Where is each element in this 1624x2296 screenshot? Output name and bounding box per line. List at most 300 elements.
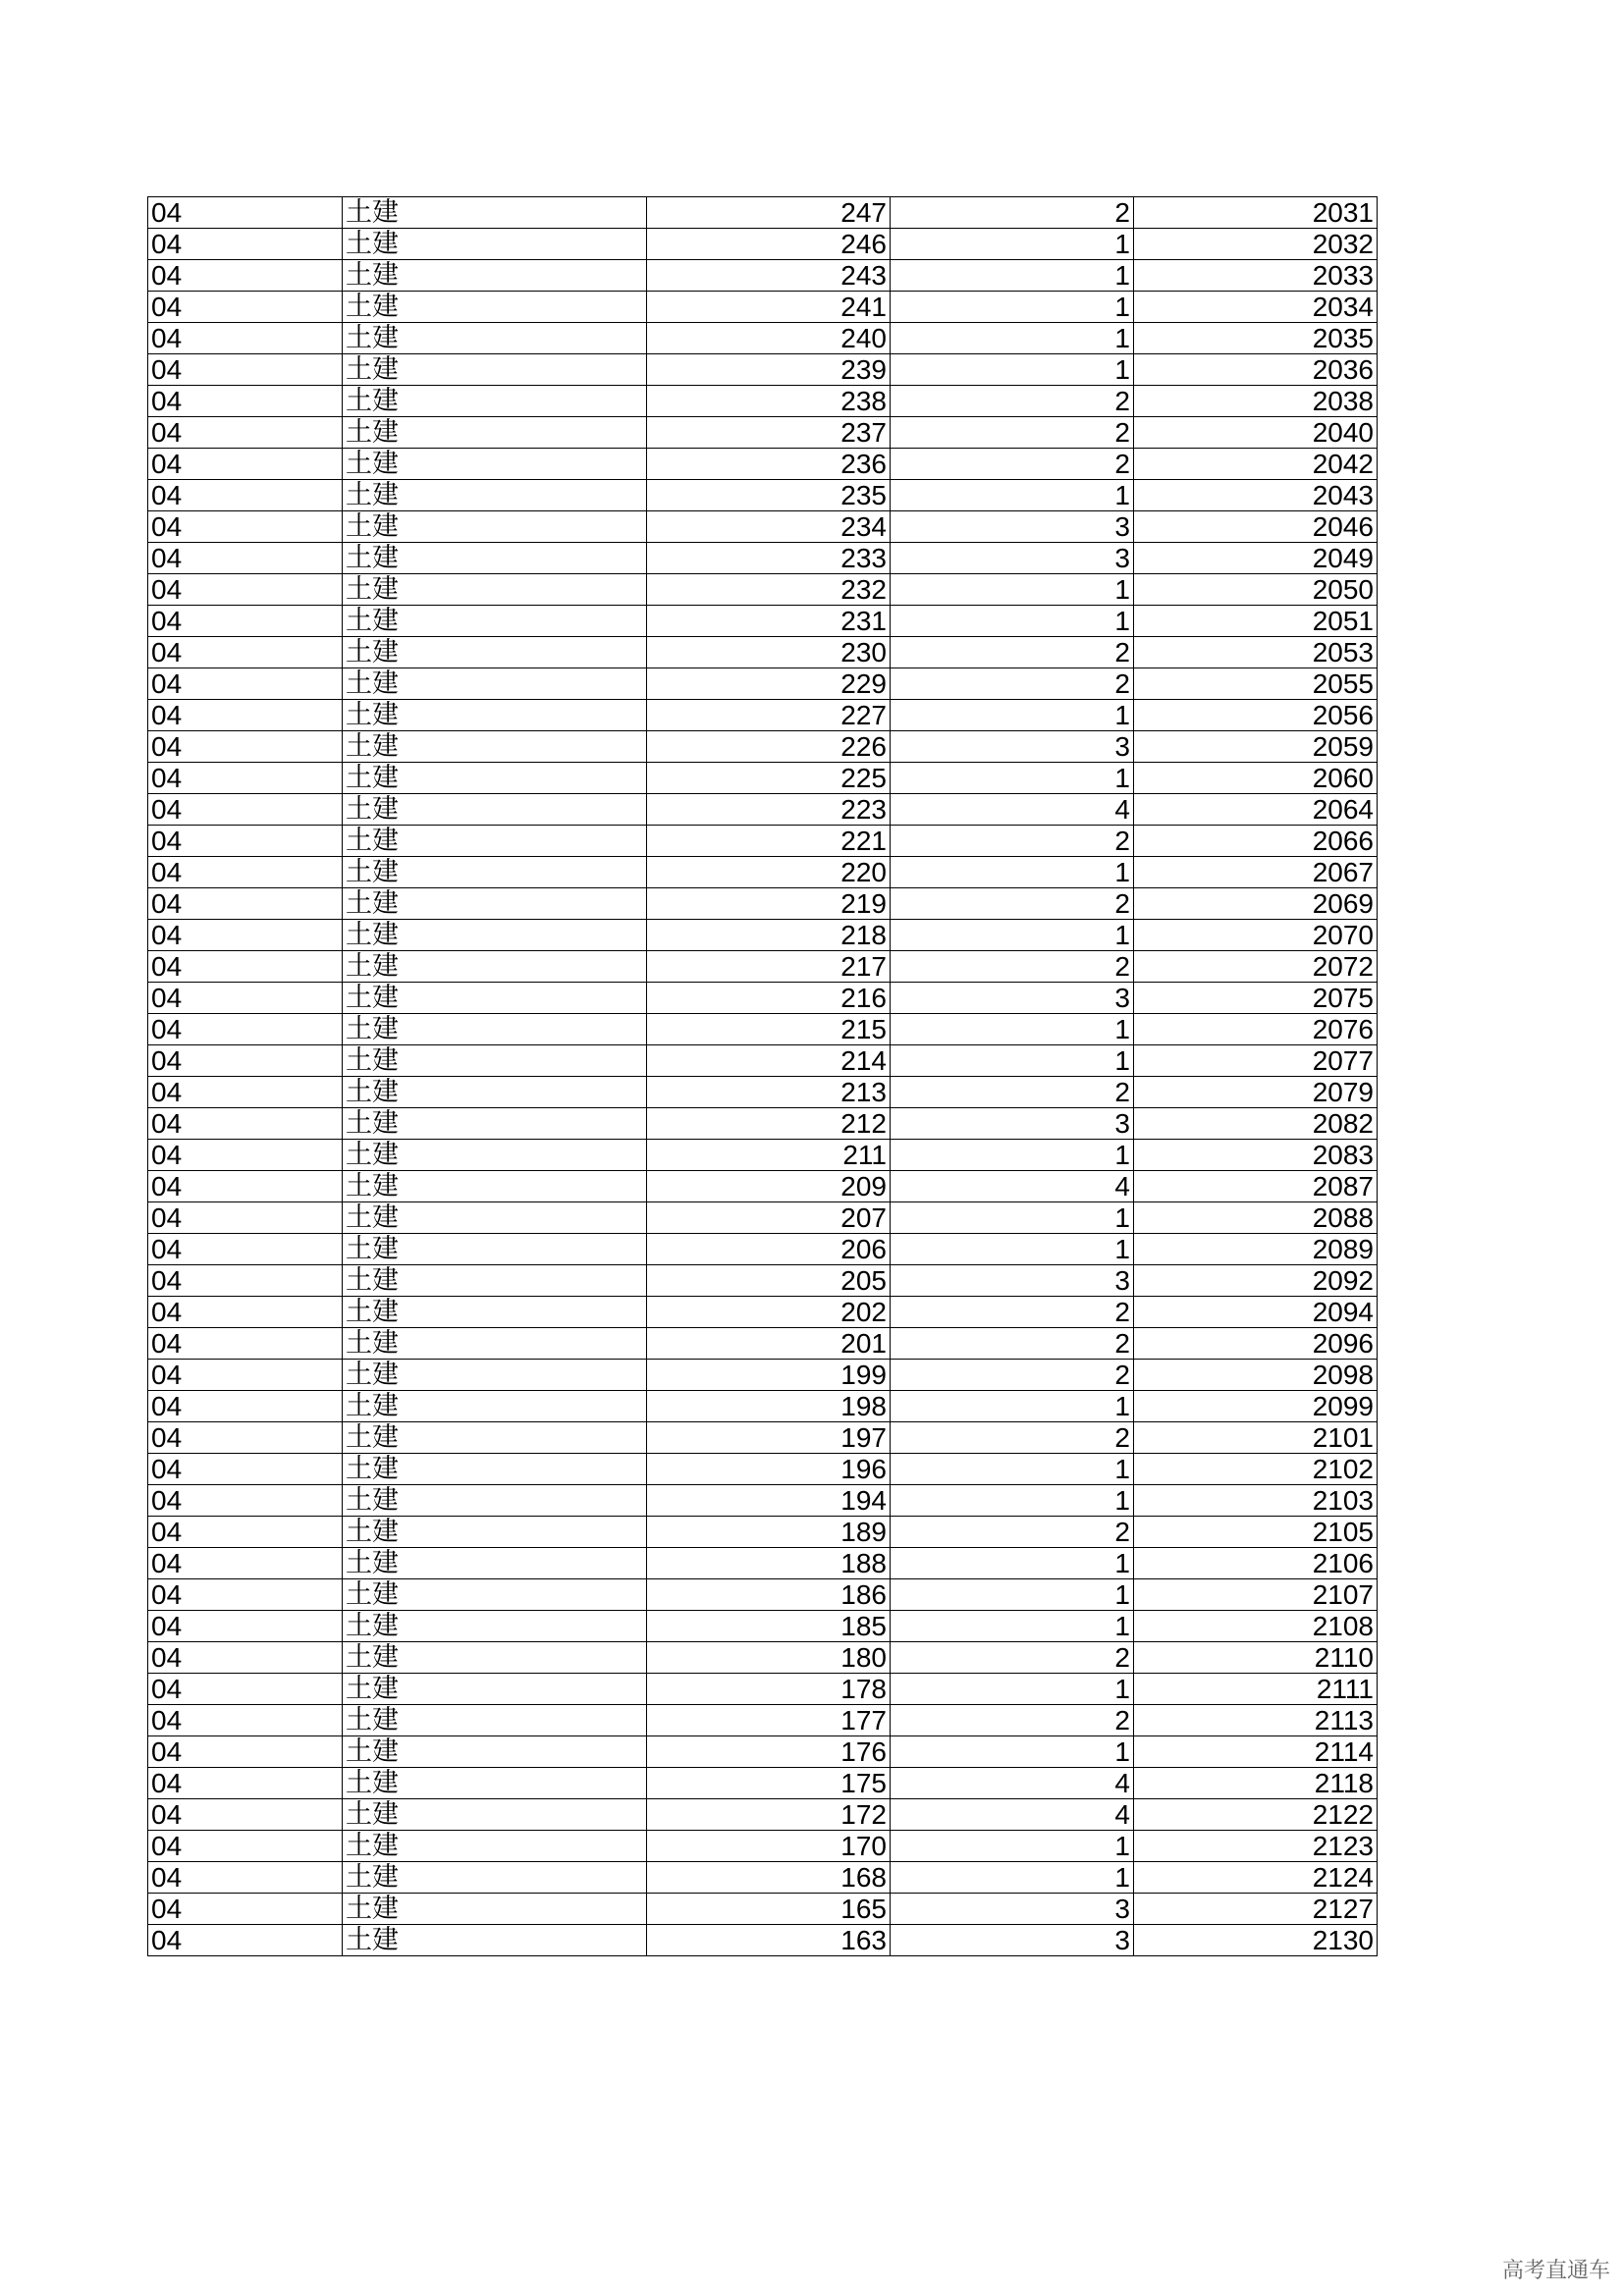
cumulative-cell: 2035 xyxy=(1134,323,1378,354)
code-cell: 04 xyxy=(148,260,343,292)
score-cell: 234 xyxy=(647,511,891,543)
code-cell: 04 xyxy=(148,1705,343,1736)
category-cell: 土建 xyxy=(343,826,647,857)
count-cell: 1 xyxy=(891,920,1134,951)
code-cell: 04 xyxy=(148,1391,343,1422)
score-cell: 198 xyxy=(647,1391,891,1422)
category-cell: 土建 xyxy=(343,1579,647,1611)
category-cell: 土建 xyxy=(343,229,647,260)
count-cell: 1 xyxy=(891,260,1134,292)
count-cell: 2 xyxy=(891,1297,1134,1328)
table-row xyxy=(148,292,1378,323)
code-cell: 04 xyxy=(148,449,343,480)
category-cell: 土建 xyxy=(343,1485,647,1517)
category-cell: 土建 xyxy=(343,1705,647,1736)
score-cell: 196 xyxy=(647,1454,891,1485)
cumulative-cell: 2101 xyxy=(1134,1422,1378,1454)
cumulative-cell: 2046 xyxy=(1134,511,1378,543)
category-cell: 土建 xyxy=(343,1611,647,1642)
code-cell: 04 xyxy=(148,1894,343,1925)
category-cell: 土建 xyxy=(343,1517,647,1548)
score-cell: 236 xyxy=(647,449,891,480)
category-cell: 土建 xyxy=(343,1548,647,1579)
code-cell: 04 xyxy=(148,1548,343,1579)
count-cell: 1 xyxy=(891,1831,1134,1862)
score-cell: 178 xyxy=(647,1674,891,1705)
category-cell: 土建 xyxy=(343,1077,647,1108)
count-cell: 1 xyxy=(891,700,1134,731)
code-cell: 04 xyxy=(148,417,343,449)
count-cell: 1 xyxy=(891,574,1134,606)
cumulative-cell: 2099 xyxy=(1134,1391,1378,1422)
cumulative-cell: 2087 xyxy=(1134,1171,1378,1202)
category-cell: 土建 xyxy=(343,1831,647,1862)
cumulative-cell: 2083 xyxy=(1134,1140,1378,1171)
category-cell: 土建 xyxy=(343,197,647,229)
table-row xyxy=(148,1014,1378,1045)
table-row xyxy=(148,1454,1378,1485)
code-cell: 04 xyxy=(148,826,343,857)
category-cell: 土建 xyxy=(343,637,647,668)
code-cell: 04 xyxy=(148,323,343,354)
score-cell: 172 xyxy=(647,1799,891,1831)
code-cell: 04 xyxy=(148,1768,343,1799)
count-cell: 1 xyxy=(891,857,1134,888)
cumulative-cell: 2038 xyxy=(1134,386,1378,417)
cumulative-cell: 2059 xyxy=(1134,731,1378,763)
category-cell: 土建 xyxy=(343,1328,647,1360)
category-cell: 土建 xyxy=(343,323,647,354)
code-cell: 04 xyxy=(148,1454,343,1485)
count-cell: 1 xyxy=(891,1045,1134,1077)
code-cell: 04 xyxy=(148,1517,343,1548)
category-cell: 土建 xyxy=(343,543,647,574)
category-cell: 土建 xyxy=(343,292,647,323)
category-cell: 土建 xyxy=(343,480,647,511)
category-cell: 土建 xyxy=(343,794,647,826)
table-row xyxy=(148,763,1378,794)
table-row xyxy=(148,1705,1378,1736)
score-cell: 229 xyxy=(647,668,891,700)
score-cell: 194 xyxy=(647,1485,891,1517)
cumulative-cell: 2051 xyxy=(1134,606,1378,637)
count-cell: 2 xyxy=(891,1328,1134,1360)
cumulative-cell: 2042 xyxy=(1134,449,1378,480)
count-cell: 1 xyxy=(891,1014,1134,1045)
count-cell: 2 xyxy=(891,888,1134,920)
code-cell: 04 xyxy=(148,606,343,637)
table-row xyxy=(148,449,1378,480)
score-cell: 215 xyxy=(647,1014,891,1045)
category-cell: 土建 xyxy=(343,1234,647,1265)
code-cell: 04 xyxy=(148,1360,343,1391)
table-row xyxy=(148,386,1378,417)
count-cell: 1 xyxy=(891,1579,1134,1611)
table-row xyxy=(148,1894,1378,1925)
code-cell: 04 xyxy=(148,1862,343,1894)
cumulative-cell: 2072 xyxy=(1134,951,1378,983)
count-cell: 3 xyxy=(891,983,1134,1014)
cumulative-cell: 2049 xyxy=(1134,543,1378,574)
cumulative-cell: 2036 xyxy=(1134,354,1378,386)
count-cell: 2 xyxy=(891,637,1134,668)
code-cell: 04 xyxy=(148,1736,343,1768)
score-cell: 238 xyxy=(647,386,891,417)
category-cell: 土建 xyxy=(343,857,647,888)
score-cell: 170 xyxy=(647,1831,891,1862)
table-row xyxy=(148,260,1378,292)
cumulative-cell: 2113 xyxy=(1134,1705,1378,1736)
score-cell: 212 xyxy=(647,1108,891,1140)
count-cell: 2 xyxy=(891,197,1134,229)
count-cell: 1 xyxy=(891,292,1134,323)
score-cell: 197 xyxy=(647,1422,891,1454)
table-row xyxy=(148,1799,1378,1831)
cumulative-cell: 2096 xyxy=(1134,1328,1378,1360)
count-cell: 2 xyxy=(891,417,1134,449)
code-cell: 04 xyxy=(148,1171,343,1202)
code-cell: 04 xyxy=(148,1925,343,1956)
count-cell: 3 xyxy=(891,1894,1134,1925)
table-row xyxy=(148,1548,1378,1579)
score-cell: 230 xyxy=(647,637,891,668)
table-row xyxy=(148,1862,1378,1894)
category-cell: 土建 xyxy=(343,260,647,292)
table-row xyxy=(148,1140,1378,1171)
code-cell: 04 xyxy=(148,1140,343,1171)
table-row xyxy=(148,417,1378,449)
score-cell: 225 xyxy=(647,763,891,794)
score-cell: 165 xyxy=(647,1894,891,1925)
count-cell: 2 xyxy=(891,826,1134,857)
cumulative-cell: 2130 xyxy=(1134,1925,1378,1956)
count-cell: 1 xyxy=(891,1202,1134,1234)
code-cell: 04 xyxy=(148,731,343,763)
cumulative-cell: 2053 xyxy=(1134,637,1378,668)
cumulative-cell: 2066 xyxy=(1134,826,1378,857)
code-cell: 04 xyxy=(148,1422,343,1454)
score-cell: 227 xyxy=(647,700,891,731)
category-cell: 土建 xyxy=(343,1202,647,1234)
count-cell: 3 xyxy=(891,1265,1134,1297)
score-cell: 201 xyxy=(647,1328,891,1360)
table-row xyxy=(148,1045,1378,1077)
cumulative-cell: 2070 xyxy=(1134,920,1378,951)
code-cell: 04 xyxy=(148,229,343,260)
score-cell: 206 xyxy=(647,1234,891,1265)
category-cell: 土建 xyxy=(343,1768,647,1799)
table-row xyxy=(148,543,1378,574)
code-cell: 04 xyxy=(148,292,343,323)
cumulative-cell: 2122 xyxy=(1134,1799,1378,1831)
cumulative-cell: 2033 xyxy=(1134,260,1378,292)
score-cell: 246 xyxy=(647,229,891,260)
count-cell: 1 xyxy=(891,1234,1134,1265)
code-cell: 04 xyxy=(148,1297,343,1328)
count-cell: 4 xyxy=(891,1768,1134,1799)
score-cell: 211 xyxy=(647,1140,891,1171)
count-cell: 2 xyxy=(891,1705,1134,1736)
count-cell: 3 xyxy=(891,1925,1134,1956)
code-cell: 04 xyxy=(148,1045,343,1077)
category-cell: 土建 xyxy=(343,1108,647,1140)
table-row xyxy=(148,983,1378,1014)
cumulative-cell: 2123 xyxy=(1134,1831,1378,1862)
count-cell: 1 xyxy=(891,1674,1134,1705)
table-row xyxy=(148,1831,1378,1862)
cumulative-cell: 2098 xyxy=(1134,1360,1378,1391)
category-cell: 土建 xyxy=(343,763,647,794)
count-cell: 1 xyxy=(891,1454,1134,1485)
table-row xyxy=(148,1925,1378,1956)
code-cell: 04 xyxy=(148,574,343,606)
table-row xyxy=(148,1642,1378,1674)
category-cell: 土建 xyxy=(343,1454,647,1485)
cumulative-cell: 2108 xyxy=(1134,1611,1378,1642)
score-cell: 188 xyxy=(647,1548,891,1579)
category-cell: 土建 xyxy=(343,449,647,480)
category-cell: 土建 xyxy=(343,354,647,386)
table-row xyxy=(148,511,1378,543)
category-cell: 土建 xyxy=(343,1894,647,1925)
score-cell: 241 xyxy=(647,292,891,323)
category-cell: 土建 xyxy=(343,1045,647,1077)
score-cell: 168 xyxy=(647,1862,891,1894)
table-row xyxy=(148,1108,1378,1140)
score-cell: 223 xyxy=(647,794,891,826)
score-cell: 185 xyxy=(647,1611,891,1642)
category-cell: 土建 xyxy=(343,1642,647,1674)
score-cell: 213 xyxy=(647,1077,891,1108)
category-cell: 土建 xyxy=(343,386,647,417)
count-cell: 2 xyxy=(891,1422,1134,1454)
table-row xyxy=(148,1391,1378,1422)
code-cell: 04 xyxy=(148,1579,343,1611)
count-cell: 3 xyxy=(891,731,1134,763)
count-cell: 2 xyxy=(891,1642,1134,1674)
table-row xyxy=(148,951,1378,983)
count-cell: 3 xyxy=(891,1108,1134,1140)
cumulative-cell: 2092 xyxy=(1134,1265,1378,1297)
cumulative-cell: 2064 xyxy=(1134,794,1378,826)
category-cell: 土建 xyxy=(343,700,647,731)
category-cell: 土建 xyxy=(343,511,647,543)
code-cell: 04 xyxy=(148,1265,343,1297)
score-cell: 217 xyxy=(647,951,891,983)
count-cell: 2 xyxy=(891,1077,1134,1108)
score-cell: 205 xyxy=(647,1265,891,1297)
category-cell: 土建 xyxy=(343,1862,647,1894)
score-cell: 219 xyxy=(647,888,891,920)
count-cell: 1 xyxy=(891,1611,1134,1642)
count-cell: 1 xyxy=(891,1862,1134,1894)
code-cell: 04 xyxy=(148,920,343,951)
count-cell: 2 xyxy=(891,951,1134,983)
count-cell: 1 xyxy=(891,323,1134,354)
count-cell: 3 xyxy=(891,543,1134,574)
count-cell: 1 xyxy=(891,229,1134,260)
table-row xyxy=(148,1768,1378,1799)
table-row xyxy=(148,323,1378,354)
table-row xyxy=(148,229,1378,260)
count-cell: 1 xyxy=(891,1485,1134,1517)
table-row xyxy=(148,826,1378,857)
score-cell: 177 xyxy=(647,1705,891,1736)
cumulative-cell: 2043 xyxy=(1134,480,1378,511)
table-row xyxy=(148,606,1378,637)
score-cell: 235 xyxy=(647,480,891,511)
table-row xyxy=(148,1422,1378,1454)
count-cell: 1 xyxy=(891,1140,1134,1171)
count-cell: 2 xyxy=(891,1360,1134,1391)
category-cell: 土建 xyxy=(343,920,647,951)
count-cell: 4 xyxy=(891,1171,1134,1202)
code-cell: 04 xyxy=(148,1234,343,1265)
score-cell: 209 xyxy=(647,1171,891,1202)
count-cell: 2 xyxy=(891,668,1134,700)
cumulative-cell: 2124 xyxy=(1134,1862,1378,1894)
score-cell: 176 xyxy=(647,1736,891,1768)
category-cell: 土建 xyxy=(343,1265,647,1297)
count-cell: 2 xyxy=(891,386,1134,417)
code-cell: 04 xyxy=(148,983,343,1014)
code-cell: 04 xyxy=(148,1799,343,1831)
category-cell: 土建 xyxy=(343,1171,647,1202)
cumulative-cell: 2075 xyxy=(1134,983,1378,1014)
category-cell: 土建 xyxy=(343,668,647,700)
category-cell: 土建 xyxy=(343,1140,647,1171)
category-cell: 土建 xyxy=(343,1736,647,1768)
score-cell: 180 xyxy=(647,1642,891,1674)
score-cell: 231 xyxy=(647,606,891,637)
cumulative-cell: 2060 xyxy=(1134,763,1378,794)
category-cell: 土建 xyxy=(343,417,647,449)
count-cell: 1 xyxy=(891,763,1134,794)
cumulative-cell: 2103 xyxy=(1134,1485,1378,1517)
score-cell: 199 xyxy=(647,1360,891,1391)
count-cell: 1 xyxy=(891,1391,1134,1422)
score-cell: 237 xyxy=(647,417,891,449)
table-row xyxy=(148,1297,1378,1328)
table-row xyxy=(148,1360,1378,1391)
score-cell: 216 xyxy=(647,983,891,1014)
code-cell: 04 xyxy=(148,888,343,920)
count-cell: 1 xyxy=(891,1548,1134,1579)
table-row xyxy=(148,731,1378,763)
score-cell: 189 xyxy=(647,1517,891,1548)
table-row xyxy=(148,794,1378,826)
category-cell: 土建 xyxy=(343,1925,647,1956)
cumulative-cell: 2127 xyxy=(1134,1894,1378,1925)
code-cell: 04 xyxy=(148,1674,343,1705)
table-row xyxy=(148,920,1378,951)
cumulative-cell: 2110 xyxy=(1134,1642,1378,1674)
table-row xyxy=(148,1265,1378,1297)
count-cell: 2 xyxy=(891,1517,1134,1548)
code-cell: 04 xyxy=(148,1108,343,1140)
cumulative-cell: 2107 xyxy=(1134,1579,1378,1611)
cumulative-cell: 2094 xyxy=(1134,1297,1378,1328)
code-cell: 04 xyxy=(148,1485,343,1517)
code-cell: 04 xyxy=(148,480,343,511)
table-row xyxy=(148,1234,1378,1265)
table-row xyxy=(148,888,1378,920)
table-row xyxy=(148,668,1378,700)
code-cell: 04 xyxy=(148,354,343,386)
table-row xyxy=(148,1328,1378,1360)
table-row xyxy=(148,1579,1378,1611)
score-cell: 233 xyxy=(647,543,891,574)
code-cell: 04 xyxy=(148,386,343,417)
code-cell: 04 xyxy=(148,637,343,668)
table-row xyxy=(148,197,1378,229)
score-cell: 163 xyxy=(647,1925,891,1956)
table-row xyxy=(148,1736,1378,1768)
category-cell: 土建 xyxy=(343,983,647,1014)
category-cell: 土建 xyxy=(343,1674,647,1705)
table-row xyxy=(148,637,1378,668)
cumulative-cell: 2111 xyxy=(1134,1674,1378,1705)
table-row xyxy=(148,480,1378,511)
category-cell: 土建 xyxy=(343,951,647,983)
cumulative-cell: 2089 xyxy=(1134,1234,1378,1265)
score-cell: 243 xyxy=(647,260,891,292)
code-cell: 04 xyxy=(148,1014,343,1045)
score-table-body xyxy=(148,197,1378,1956)
code-cell: 04 xyxy=(148,857,343,888)
table-row xyxy=(148,354,1378,386)
score-cell: 175 xyxy=(647,1768,891,1799)
count-cell: 3 xyxy=(891,511,1134,543)
category-cell: 土建 xyxy=(343,1014,647,1045)
code-cell: 04 xyxy=(148,1202,343,1234)
category-cell: 土建 xyxy=(343,1391,647,1422)
cumulative-cell: 2102 xyxy=(1134,1454,1378,1485)
cumulative-cell: 2069 xyxy=(1134,888,1378,920)
code-cell: 04 xyxy=(148,763,343,794)
watermark: 高考直通车 xyxy=(1501,2259,1610,2283)
table-row xyxy=(148,1517,1378,1548)
table-row xyxy=(148,574,1378,606)
table-row xyxy=(148,1674,1378,1705)
table-row xyxy=(148,1611,1378,1642)
cumulative-cell: 2077 xyxy=(1134,1045,1378,1077)
count-cell: 1 xyxy=(891,1736,1134,1768)
table-row xyxy=(148,1485,1378,1517)
code-cell: 04 xyxy=(148,1642,343,1674)
category-cell: 土建 xyxy=(343,606,647,637)
score-cell: 232 xyxy=(647,574,891,606)
code-cell: 04 xyxy=(148,511,343,543)
table-row xyxy=(148,700,1378,731)
cumulative-cell: 2079 xyxy=(1134,1077,1378,1108)
count-cell: 2 xyxy=(891,449,1134,480)
score-cell: 218 xyxy=(647,920,891,951)
code-cell: 04 xyxy=(148,951,343,983)
count-cell: 4 xyxy=(891,794,1134,826)
code-cell: 04 xyxy=(148,1611,343,1642)
count-cell: 1 xyxy=(891,354,1134,386)
code-cell: 04 xyxy=(148,1831,343,1862)
cumulative-cell: 2050 xyxy=(1134,574,1378,606)
category-cell: 土建 xyxy=(343,731,647,763)
table-row xyxy=(148,1077,1378,1108)
cumulative-cell: 2105 xyxy=(1134,1517,1378,1548)
cumulative-cell: 2031 xyxy=(1134,197,1378,229)
score-cell: 239 xyxy=(647,354,891,386)
cumulative-cell: 2032 xyxy=(1134,229,1378,260)
category-cell: 土建 xyxy=(343,1422,647,1454)
